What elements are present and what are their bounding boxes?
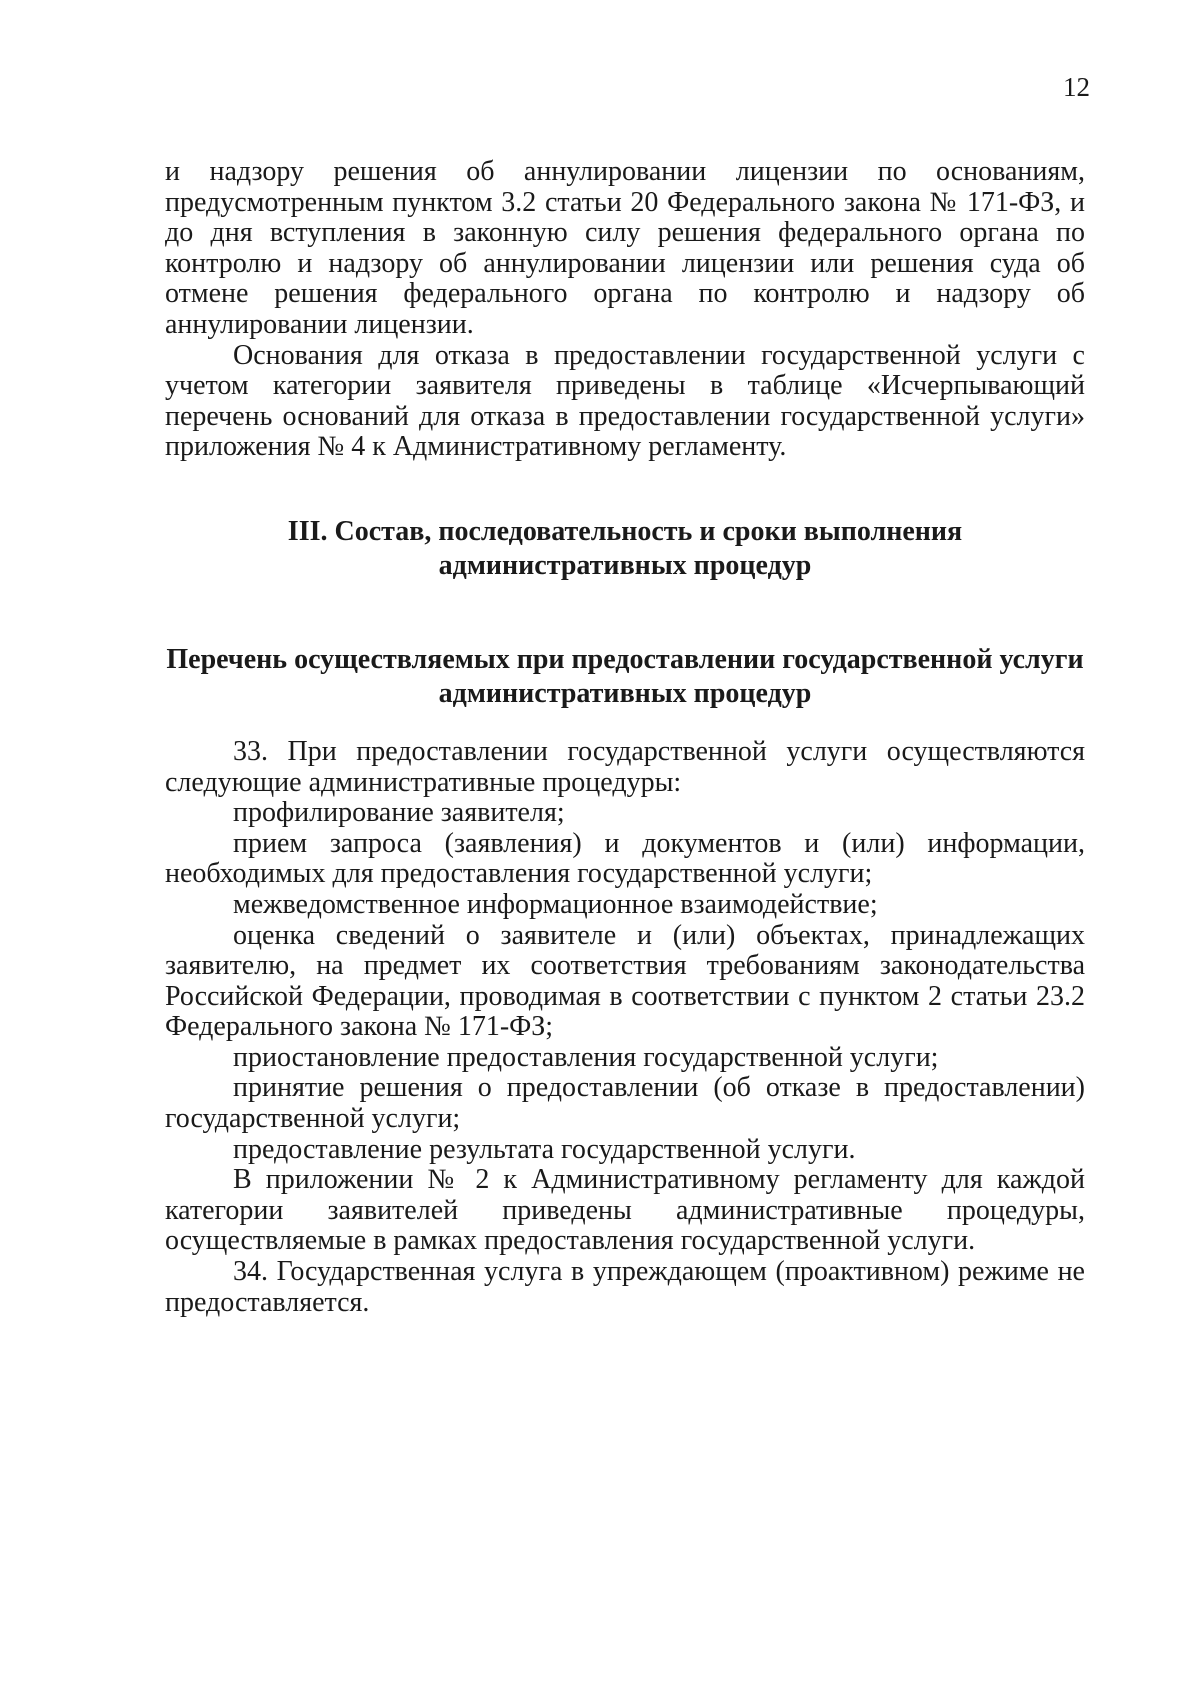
paragraph-annulment-continuation: и надзору решения об аннулировании лицензии по основаниям, предусмотренным пунктом 3.2 статьи 20 Федерального закона № 171-ФЗ, и до дня вступления в законную силу решения федерального органа по контролю и надзору об аннулировании лицензии или решения суда об отмене решения федерального органа по контролю и надзору об аннулировании лицензии. [165, 156, 1085, 340]
procedure-item: прием запроса (заявления) и документов и (или) информации, необходимых для предоставления государственной услуги; [165, 827, 1085, 890]
procedure-item: приостановление предоставления государственной услуги; [233, 1041, 939, 1073]
procedure-item: межведомственное информационное взаимодействие; [233, 888, 878, 920]
item-33-intro: 33. При предоставлении государственной услуги осуществляются следующие административные процедуры: [165, 735, 1085, 798]
appendix-note: В приложении № 2 к Административному регламенту для каждой категории заявителей приведены административные процедуры, осуществляемые в рамках предоставления государственной услуги. [165, 1164, 1085, 1257]
procedure-item: оценка сведений о заявителе и (или) объектах, принадлежащих заявителю, на предмет их соответствия требованиям законодательства Российской Федерации, проводимая в соответствии с пунктом 2 статьи 23.2 Федерального закона № 171-ФЗ; [165, 919, 1085, 1043]
document-body [165, 157, 1085, 1318]
procedure-item: предоставление результата государственной услуги. [233, 1133, 856, 1165]
sub-heading: Перечень осуществляемых при предоставлении государственной услуги административных процедур [166, 643, 1084, 709]
procedure-item: профилирование заявителя; [233, 797, 565, 829]
paragraph-refusal-grounds: Основания для отказа в предоставлении государственной услуги с учетом категории заявителя приведены в таблице «Исчерпывающий перечень оснований для отказа в предоставлении государственной услуги» приложения № 4 к Административному регламенту. [165, 339, 1085, 463]
procedure-item: принятие решения о предоставлении (об отказе в предоставлении) государственной услуги; [165, 1072, 1085, 1135]
page-number: 12 [1063, 72, 1090, 102]
section-heading: III. Состав, последовательность и сроки выполнения административных процедур [287, 515, 963, 581]
item-34: 34. Государственная услуга в упреждающем (проактивном) режиме не предоставляется. [165, 1256, 1085, 1318]
